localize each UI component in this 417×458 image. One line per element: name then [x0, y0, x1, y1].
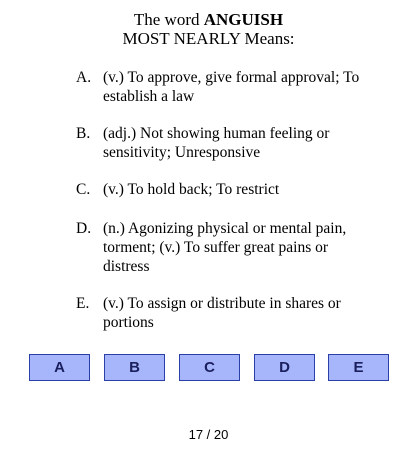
question-counter: 17 / 20 — [188, 427, 229, 442]
choice-a — [76, 68, 366, 106]
choice-c — [76, 180, 366, 199]
choice-letter: B. — [76, 125, 91, 142]
choice-definition: (v.) To hold back; To restrict — [103, 181, 280, 198]
answer-c-button[interactable]: C — [179, 354, 240, 381]
choice-e — [76, 294, 366, 332]
choice-definition: (adj.) Not showing human feeling or sensitivity; Unresponsive — [103, 125, 330, 161]
answer-b-button[interactable]: B — [104, 354, 165, 381]
answer-e-button[interactable]: E — [328, 354, 389, 381]
question-line-2: MOST NEARLY Means: — [122, 29, 295, 48]
question-prompt — [0, 10, 417, 48]
choice-definition: (v.) To assign or distribute in shares or portions — [103, 295, 341, 331]
choice-letter: A. — [76, 69, 92, 86]
answer-d-button[interactable]: D — [254, 354, 315, 381]
answer-a-button[interactable]: A — [29, 354, 90, 381]
choice-letter: C. — [76, 181, 91, 198]
vocabulary-word: ANGUISH — [203, 10, 284, 29]
choice-letter: E. — [76, 295, 90, 312]
choice-d — [76, 219, 366, 276]
question-prefix: The word — [133, 10, 204, 29]
choice-definition: (n.) Agonizing physical or mental pain, torment; (v.) To suffer great pains or distress — [103, 220, 347, 275]
choice-b — [76, 124, 366, 162]
choice-definition: (v.) To approve, give formal approval; To establish a law — [103, 69, 360, 105]
choice-letter: D. — [76, 220, 92, 237]
answer-button-row — [0, 354, 417, 381]
question-line-1 — [0, 10, 417, 29]
